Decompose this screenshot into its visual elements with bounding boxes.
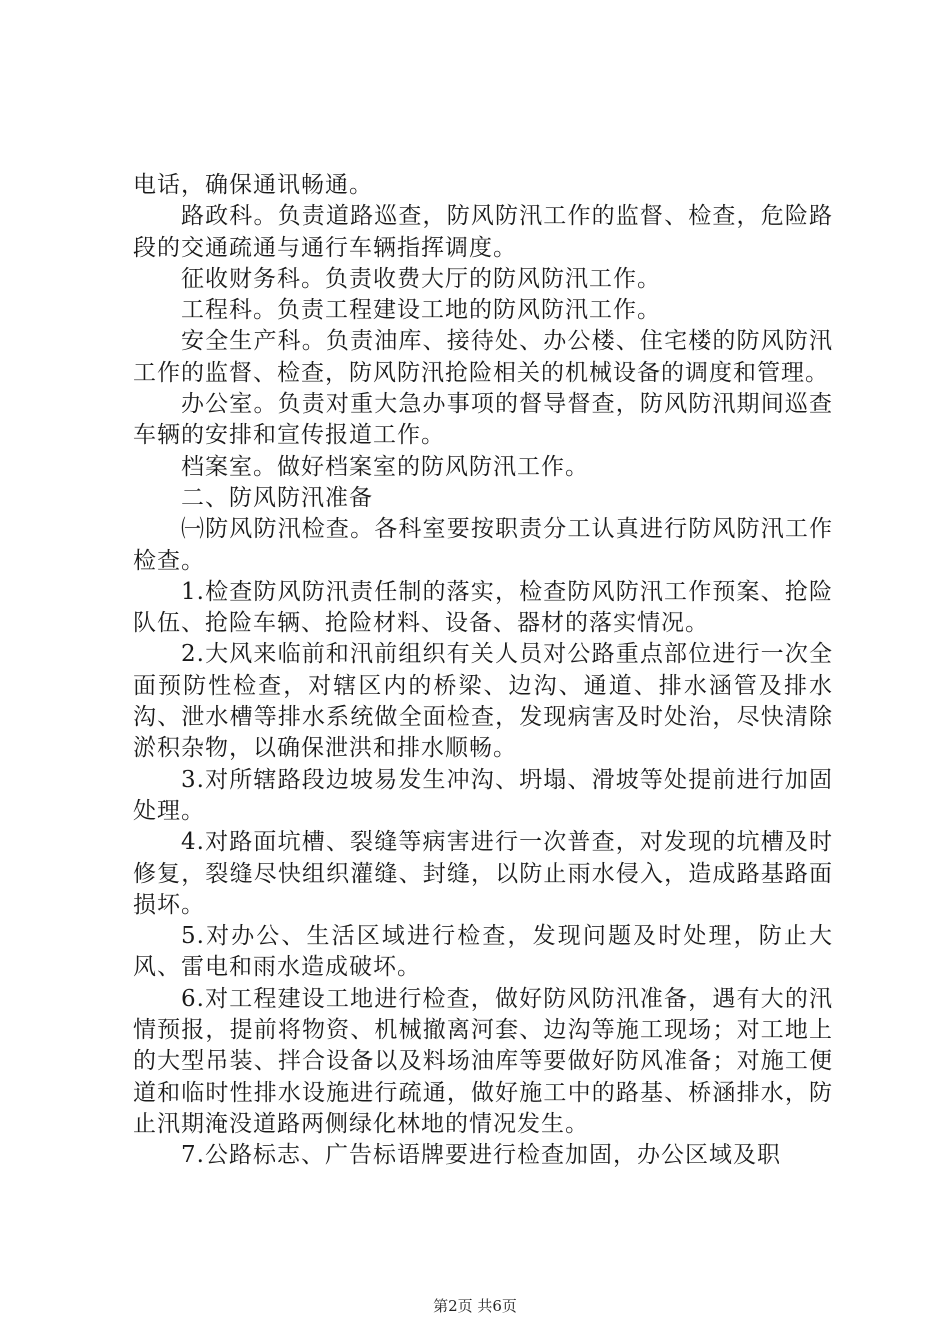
paragraph: 电话，确保通讯畅通。 bbox=[133, 172, 373, 198]
paragraph: 办公室。负责对重大急办事项的督导督查，防风防汛期间巡查车辆的安排和宣传报道工作。 bbox=[133, 391, 833, 449]
paragraph: 路政科。负责道路巡查，防风防汛工作的监督、检查，危险路段的交通疏通与通行车辆指挥调度。 bbox=[133, 203, 833, 261]
page-number-footer: 第2页 共6页 bbox=[433, 1297, 517, 1315]
list-item: 4.对路面坑槽、裂缝等病害进行一次普查，对发现的坑槽及时修复，裂缝尽快组织灌缝、封缝，以防止雨水侵入，造成路基路面损坏。 bbox=[133, 829, 833, 918]
paragraph: 安全生产科。负责油库、接待处、办公楼、住宅楼的防风防汛工作的监督、检查，防风防汛抢险相关的机械设备的调度和管理。 bbox=[133, 328, 833, 386]
paragraph: ㈠防风防汛检查。各科室要按职责分工认真进行防风防汛工作检查。 bbox=[133, 516, 833, 574]
list-item: 1.检查防风防汛责任制的落实，检查防风防汛工作预案、抢险队伍、抢险车辆、抢险材料、设备、器材的落实情况。 bbox=[133, 578, 833, 637]
section-heading: 二、防风防汛准备 bbox=[181, 484, 373, 511]
paragraph: 工程科。负责工程建设工地的防风防汛工作。 bbox=[181, 297, 661, 324]
list-item: 6.对工程建设工地进行检查，做好防风防汛准备，遇有大的汛情预报，提前将物资、机械撤离河套、边沟等施工现场；对工地上的大型吊装、拌合设备以及料场油库等要做好防风准备；对施工便道和临时性排水设施进行疏通，做好施工中的路基、桥涵排水，防止汛期淹没道路两侧绿化林地的情况发生。 bbox=[133, 985, 833, 1137]
paragraph: 征收财务科。负责收费大厅的防风防汛工作。 bbox=[181, 265, 661, 292]
document-body bbox=[133, 170, 833, 1172]
list-item: 5.对办公、生活区域进行检查，发现问题及时处理，防止大风、雷电和雨水造成破坏。 bbox=[133, 923, 833, 981]
paragraph: 档案室。做好档案室的防风防汛工作。 bbox=[181, 453, 589, 480]
list-item: 2.大风来临前和汛前组织有关人员对公路重点部位进行一次全面预防性检查，对辖区内的桥梁、边沟、通道、排水涵管及排水沟、泄水槽等排水系统做全面检查，发现病害及时处治，尽快清除淤积杂物，以确保泄洪和排水顺畅。 bbox=[133, 641, 833, 762]
list-item: 3.对所辖路段边坡易发生冲沟、坍塌、滑坡等处提前进行加固处理。 bbox=[133, 766, 833, 824]
list-item: 7.公路标志、广告标语牌要进行检查加固，办公区域及职 bbox=[181, 1142, 781, 1169]
